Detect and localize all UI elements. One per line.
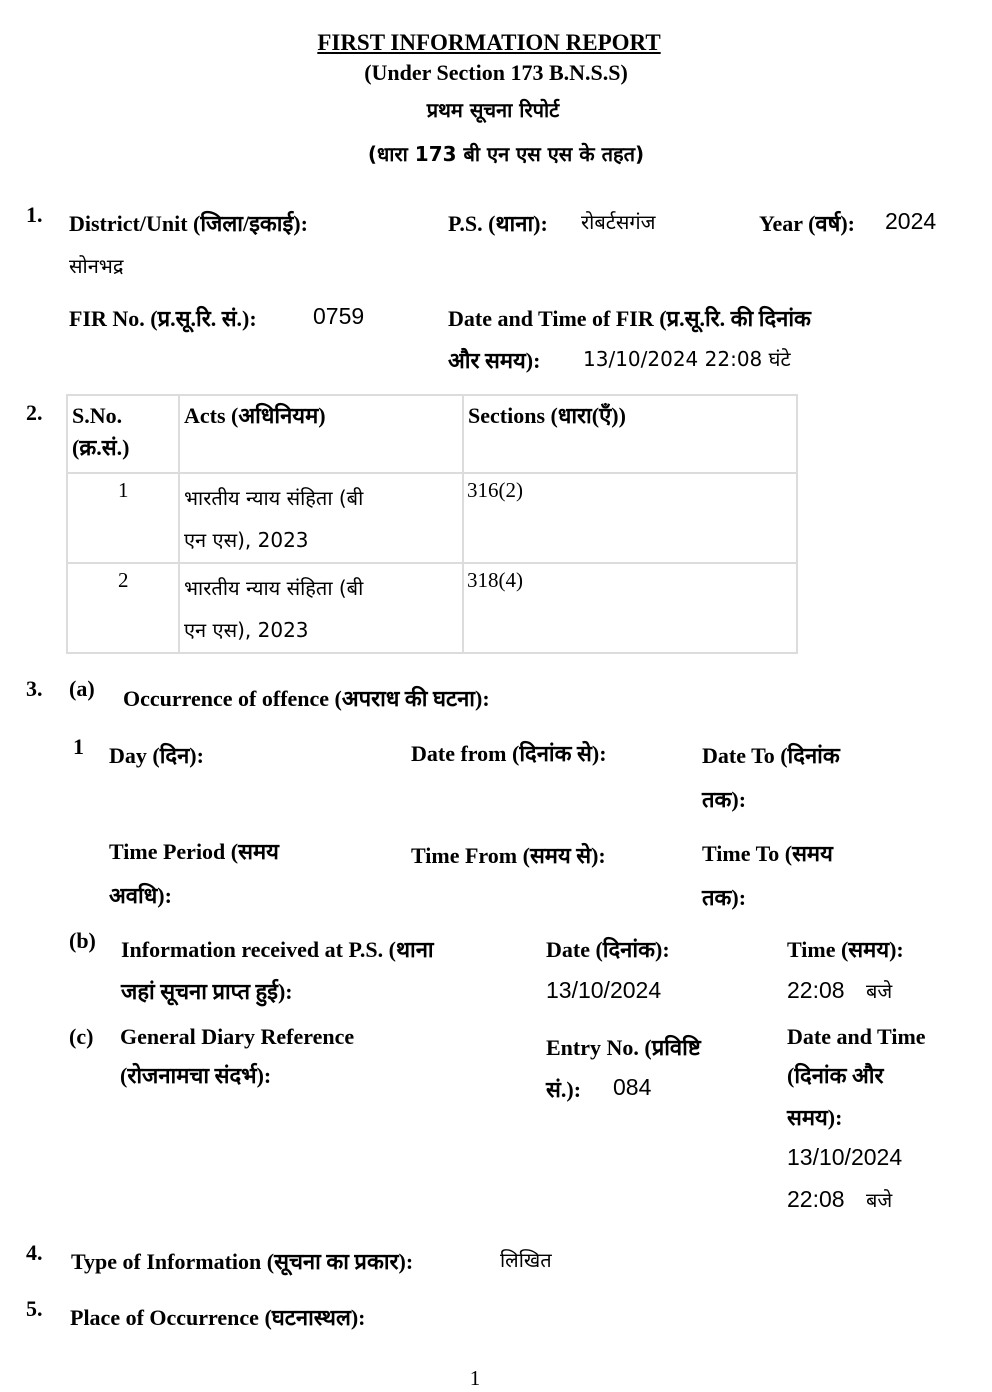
entry-number-value: 084 xyxy=(613,1074,652,1100)
info-received-marker: (b) xyxy=(69,928,96,953)
diary-datetime-label-end: समय): xyxy=(787,1105,843,1130)
police-station-value: रोबर्टसगंज xyxy=(581,210,656,234)
section-4-number: 4. xyxy=(26,1240,43,1265)
occurrence-marker: (a) xyxy=(69,676,95,701)
diary-time-value: 22:08 xyxy=(787,1186,845,1212)
row-sno: 1 xyxy=(67,473,179,563)
section-5-number: 5. xyxy=(26,1296,43,1321)
page-number: 1 xyxy=(469,1366,481,1390)
info-date-value: 13/10/2024 xyxy=(546,977,662,1003)
report-title-hindi: प्रथम सूचना रिपोर्ट xyxy=(426,98,560,122)
section-3-number: 3. xyxy=(26,676,43,701)
diary-time-unit: बजे xyxy=(866,1188,893,1212)
year-value: 2024 xyxy=(885,208,937,234)
date-from-label: Date from (दिनांक से): xyxy=(411,741,607,766)
sno-header: S.No. (क्र.सं.) xyxy=(67,395,179,473)
info-type-label: Type of Information (सूचना का प्रकार): xyxy=(71,1249,414,1274)
entry-number-label: Entry No. (प्रविष्टि xyxy=(546,1035,701,1060)
row-section: 316(2) xyxy=(463,473,797,563)
info-received-label: Information received at P.S. (थाना xyxy=(121,937,434,962)
day-label: Day (दिन): xyxy=(109,743,204,768)
info-time-value: 22:08 xyxy=(787,977,845,1003)
fir-datetime-value: 13/10/2024 22:08 घंटे xyxy=(583,347,791,371)
district-label: District/Unit (जिला/इकाई): xyxy=(69,211,308,236)
district-value: सोनभद्र xyxy=(69,254,124,278)
row-sno: 2 xyxy=(67,563,179,653)
diary-datetime-label-cont: (दिनांक और xyxy=(787,1063,884,1088)
info-time-label: Time (समय): xyxy=(787,937,904,962)
row-section: 318(4) xyxy=(463,563,797,653)
diary-reference-label: General Diary Reference xyxy=(120,1024,355,1049)
info-received-label-cont: जहां सूचना प्राप्त हुई): xyxy=(121,979,293,1004)
occurrence-row-number: 1 xyxy=(73,734,84,759)
time-from-label: Time From (समय से): xyxy=(411,843,606,868)
time-period-label-cont: अवधि): xyxy=(109,883,172,908)
report-title: FIRST INFORMATION REPORT xyxy=(317,30,661,55)
diary-reference-label-cont: (रोजनामचा संदर्भ): xyxy=(120,1063,272,1088)
table-header-row xyxy=(67,395,797,473)
info-type-value: लिखित xyxy=(500,1248,552,1272)
row-act: भारतीय न्याय संहिता (बी एन एस), 2023 xyxy=(179,473,463,563)
place-of-occurrence-label: Place of Occurrence (घटनास्थल): xyxy=(70,1305,366,1330)
fir-datetime-label-cont: और समय): xyxy=(448,348,541,373)
report-subtitle: (Under Section 173 B.N.S.S) xyxy=(364,60,628,85)
police-station-label: P.S. (थाना): xyxy=(448,211,548,236)
row-act: भारतीय न्याय संहिता (बी एन एस), 2023 xyxy=(179,563,463,653)
date-to-label-cont: तक): xyxy=(702,787,747,812)
acts-header: Acts (अधिनियम) xyxy=(179,395,463,473)
occurrence-label: Occurrence of offence (अपराध की घटना): xyxy=(123,686,490,711)
table-row xyxy=(67,563,797,653)
time-period-label: Time Period (समय xyxy=(109,839,279,864)
year-label: Year (वर्ष): xyxy=(759,211,856,236)
time-to-label: Time To (समय xyxy=(702,841,833,866)
section-1-number: 1. xyxy=(26,202,43,227)
date-to-label: Date To (दिनांक xyxy=(702,743,840,768)
time-to-label-cont: तक): xyxy=(702,885,747,910)
diary-date-value: 13/10/2024 xyxy=(787,1144,903,1170)
sections-header: Sections (धारा(एँ)) xyxy=(463,395,797,473)
info-time-unit: बजे xyxy=(866,979,893,1003)
section-2-number: 2. xyxy=(26,400,43,425)
fir-number-value: 0759 xyxy=(313,303,365,329)
diary-datetime-label: Date and Time xyxy=(787,1024,926,1049)
report-subtitle-hindi: (धारा 173 बी एन एस एस के तहत) xyxy=(367,142,645,166)
fir-number-label: FIR No. (प्र.सू.रि. सं.): xyxy=(69,306,257,331)
diary-marker: (c) xyxy=(69,1024,94,1049)
entry-number-label-cont: सं.): xyxy=(546,1077,582,1102)
table-row xyxy=(67,473,797,563)
fir-datetime-label: Date and Time of FIR (प्र.सू.रि. की दिनांक xyxy=(448,306,811,331)
info-date-label: Date (दिनांक): xyxy=(546,937,670,962)
acts-sections-table xyxy=(66,394,798,654)
